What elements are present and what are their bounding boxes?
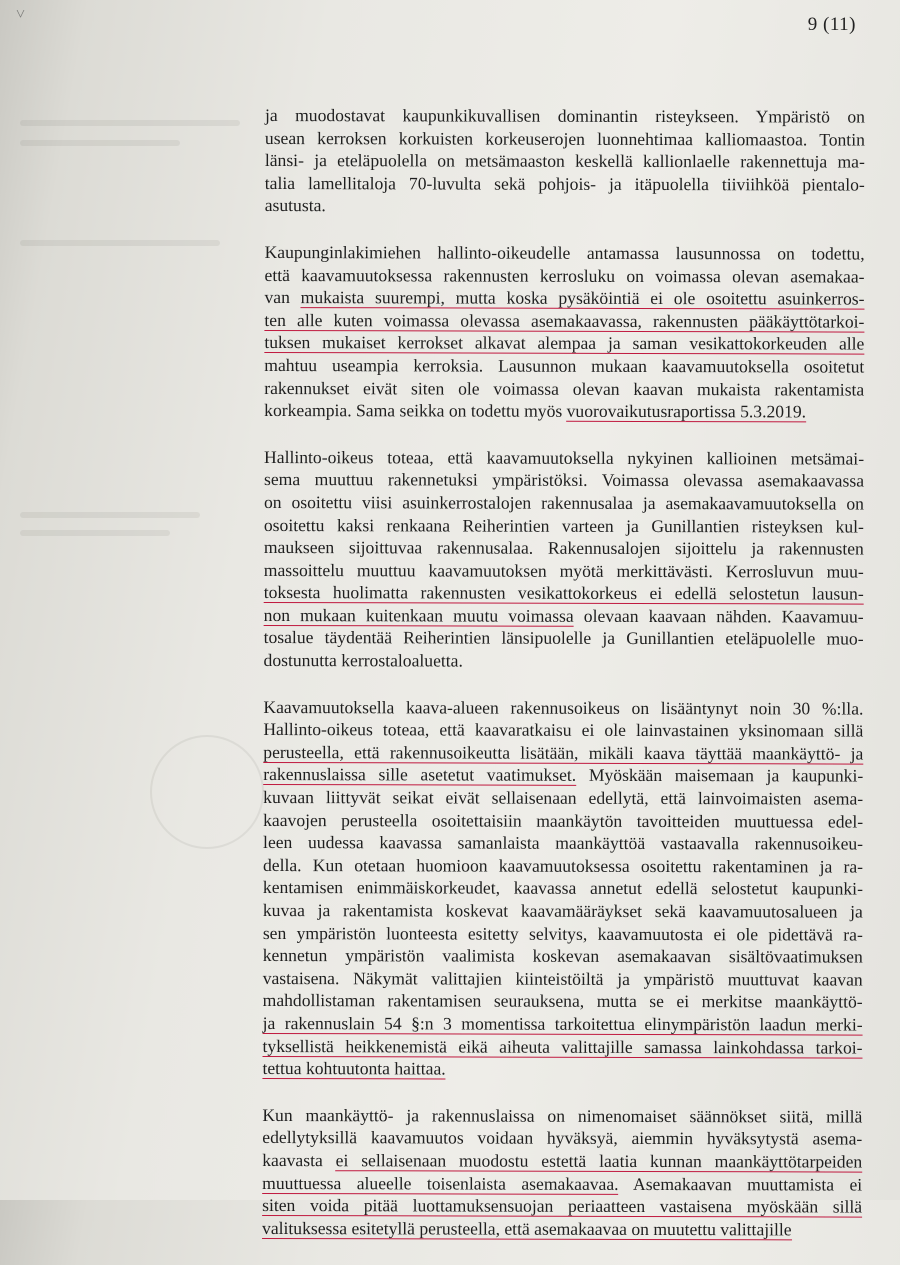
paragraph [262,696,863,1082]
underlined-text: tettua kohtuutonta haittaa. [262,1058,446,1079]
text-line [262,1104,862,1128]
paragraph [262,1104,862,1241]
bleed-through-mark [20,240,220,246]
bleed-through-mark [20,140,180,146]
text-line [264,649,864,673]
text-segment: massoittelu muuttuu kaavamuutoksen myötä merkittävästi. Kerrosluvun muu- [263,559,864,582]
text-segment: kaavasta [262,1149,336,1171]
text-segment: talia lamellitaloja 70-luvulta sekä pohjois- ja itäpuolella tiiviihköä pientalo- [264,172,865,195]
text-line [264,491,864,515]
text-line [264,581,864,605]
text-line [265,127,865,151]
text-line [265,172,865,196]
underlined-text: ei sellaisenaan muodostu estettä laatia kunnan maankäyttötarpeiden [335,1150,863,1172]
text-line [262,1057,862,1081]
text-segment: Kaupunginlakimiehen hallinto-oikeudelle antamassa lausunnossa on todettu, [264,241,865,264]
document-body [262,104,865,1265]
text-line [265,194,865,218]
text-segment: leen uudessa kaavassa samanlaista maankäyttöä vastaavalla rakennusoikeu- [263,832,864,854]
text-line [262,1217,862,1241]
text-line [263,967,863,991]
text-segment: Hallinto-oikeus toteaa, että kaavaratkaisu ei ole lainvastainen yksinomaan sillä [263,719,864,741]
text-segment: Kaavamuutoksella kaava-alueen rakennusoikeus on lisääntynyt noin 30 %:lla. [263,696,864,719]
bleed-through-mark [20,512,200,518]
text-line [263,718,863,742]
text-segment: rakennukset eivät siten ole voimassa olevan kaavan mukaista rakentamista [264,377,865,400]
text-segment: osoitettu kaksi renkaana Reiherintien varteen ja Gunillantien risteyksen kul- [263,514,864,537]
underlined-text: vuorovaikutusraportissa 5.3.2019. [566,400,807,422]
text-segment: kuvaa ja rakentamista koskevat kaavamääräykset sekä kaavamuutosalueen ja [262,899,863,922]
text-segment: tosalue täydentää Reiherintien länsipuolelle ja Gunillantien eteläpuolelle muo- [263,627,864,650]
text-segment: usean kerroksen korkuisten korkeuserojen luonnehtimaa kalliomaastoa. Tontin [264,127,865,150]
text-line [264,309,864,333]
text-line [264,399,864,423]
text-line [264,286,864,310]
text-segment: sen ympäristön luonteesta esitetty selvitys, kaavamuutosta ei ole pidettävä ra- [262,922,863,945]
text-line [263,989,863,1013]
text-segment: kentamisen enimmäiskorkeudet, kaavassa annetut edellä selostetut kaupunki- [262,877,863,899]
paragraph [264,446,865,674]
text-line [265,149,865,173]
text-segment: Hallinto-oikeus toteaa, että kaavamuutoksella nykyinen kallioinen metsämai- [264,446,865,469]
text-segment: della. Kun otetaan huomioon kaavamuutoksessa osoitettu rakentaminen ja ra- [262,854,864,877]
bleed-through-mark [20,530,170,536]
text-segment: on osoitettu viisi asuinkerrostalojen rakennusalaa ja asemakaavamuutoksella on [263,491,864,514]
underlined-text: toksesta huolimatta rakennusten vesikattokorkeus ei edellä selostetun lausun- [263,582,864,604]
text-segment: länsi- ja eteläpuolella on metsämaaston keskellä kallionlaelle rakennettuja ma- [264,150,865,172]
corner-mark: ˅ [16,6,26,23]
underlined-text: ten alle kuten voimassa olevassa asemakaavassa, rakennusten pääkäyttötarkoi- [264,309,865,332]
underlined-text: muuttuessa alueelle toisenlaista asemakaavaa. [262,1172,619,1194]
underlined-text: siten voida pitää luottamuksensuojan periaatteen vastaisena myöskään sillä [262,1195,863,1217]
text-line [264,513,864,537]
text-line [262,1172,862,1196]
text-line [263,809,863,833]
text-line [264,468,864,492]
paragraph [264,241,864,423]
text-segment: edellytyksillä kaavamuutos voidaan hyväksyä, aiemmin hyväksytystä asema- [262,1127,863,1149]
text-segment: mahdollistaman rakentamisen seurauksena, mutta se ei merkitse maankäyttö- [262,990,863,1012]
text-line [265,104,865,128]
text-line [264,559,864,583]
text-segment: maukseen sijoittuvaa rakennusalaa. Rakennusalojen sijoittelu ja rakennusten [263,537,864,559]
text-segment: vastaisena. Näkymät valittajien kiinteistöiltä ja ympäristö muuttuvat kaavan [262,967,863,990]
text-line [263,854,863,878]
text-line [264,446,864,470]
text-line [263,786,863,810]
text-segment: korkeampia. Sama seikka on todettu myös [264,400,567,421]
text-line [263,899,863,923]
text-line [263,1035,863,1059]
underlined-text: mukaista suurempi, mutta koska pysäköintiä ei ole osoitettu asuinkerros- [300,287,865,309]
text-line [264,354,864,378]
underlined-text: perusteella, että rakennusoikeutta lisätään, mikäli kaava täyttää maankäyttö- ja [263,741,864,764]
text-segment: van [264,287,301,308]
text-line [262,1149,862,1173]
text-line [263,831,863,855]
text-line [263,696,863,720]
text-segment: että kaavamuutoksessa rakennusten kerrosluku on voimassa olevan asemakaa- [264,264,865,287]
underlined-text: ja rakennuslain 54 §:n 3 momentissa tarkoitettua elinympäristön laadun merki- [262,1012,863,1035]
paragraph [265,104,865,219]
text-line [264,536,864,560]
bleed-through-mark [20,120,240,126]
underlined-text: tyksellistä heikkenemistä eikä aiheuta valittajille samassa lainkohdassa tarkoi- [262,1035,863,1058]
underlined-text: rakennuslaissa sille asetetut vaatimukset. [263,764,577,786]
underlined-text: non mukaan kuitenkaan muutu voimassa [263,604,574,626]
underlined-text: valituksessa esitetyllä perusteella, että asemakaavaa on muutettu valittajille [262,1217,792,1240]
text-segment: sema muuttuu rakennetuksi ympäristöksi. Voimassa olevassa asemakaavassa [263,469,865,491]
bleed-through-seal [150,735,264,849]
text-segment: Myöskään maisemaan ja kaupunki- [576,765,864,787]
text-segment: kennetun ympäristön vaalimista koskevan asemakaavan sisältövaatimuksen [262,945,863,967]
text-segment: Kun maankäyttö- ja rakennuslaissa on nimenomaiset säännökset siitä, millä [262,1104,863,1127]
text-segment: asutusta. [264,195,326,216]
underlined-text: tuksen mukaiset kerrokset alkavat alempaa ja saman vesikattokorkeuden alle [264,332,865,354]
text-line [263,763,863,787]
text-line [263,944,863,968]
text-line [264,377,864,401]
text-segment: olevaan kaavaan nähden. Kaavamuu- [573,605,864,627]
text-line [264,604,864,628]
text-segment: ja muodostavat kaupunkikuvallisen dominantin risteykseen. Ympäristö on [264,105,865,127]
text-line [265,241,865,265]
text-segment: Asemakaavan muuttamista ei [618,1173,863,1195]
text-line [263,741,863,765]
text-line [263,922,863,946]
page-number: 9 (11) [807,14,856,35]
text-segment: mahtuu useampia kerroksia. Lausunnon mukaan kaavamuutoksella osoitetut [264,354,865,377]
text-line [264,626,864,650]
text-line [263,1012,863,1036]
text-segment: kaavojen perusteella osoitettaisiin maankäytön tavoitteiden muuttuessa edel- [263,809,864,832]
text-segment: dostunutta kerrostaloaluetta. [263,650,463,671]
text-line [262,1126,862,1150]
text-line [263,876,863,900]
text-line [262,1194,862,1218]
text-segment: kuvaan liittyvät seikat eivät sellaisenaan edellytä, että lainvoimaisten asema- [263,787,864,809]
text-line [264,331,864,355]
text-line [265,264,865,288]
